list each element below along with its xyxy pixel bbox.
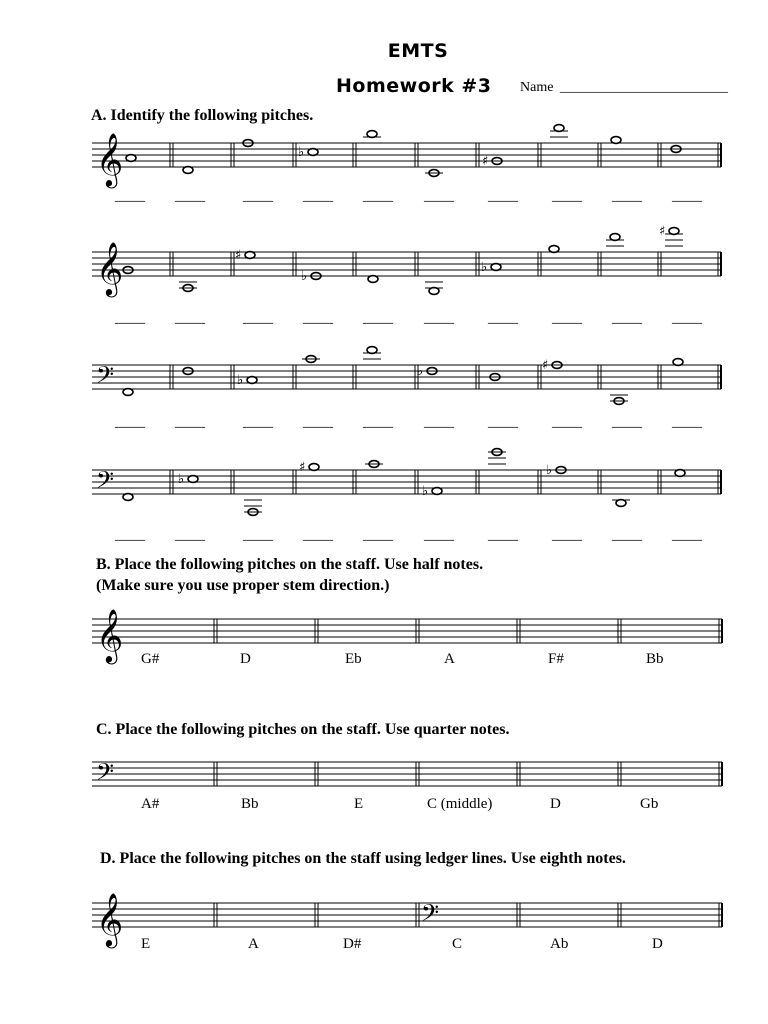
whole-note-icon [367,131,377,138]
section-a-staff [92,365,721,389]
answer-blank[interactable]: ____ [115,188,145,204]
whole-note-icon [123,494,133,501]
flat-icon: ♭ [301,269,308,284]
pitch-label: Gb [640,796,659,812]
treble-clef-icon: 𝄞 [96,132,124,186]
whole-note-icon [123,389,133,396]
answer-blank[interactable]: ____ [672,188,702,204]
flat-icon: ♭ [178,472,185,487]
flat-icon: ♭ [417,364,424,379]
answer-blank[interactable]: ____ [672,414,702,430]
page-subtitle: Homework #3 [336,75,492,97]
answer-blank[interactable]: ____ [424,188,454,204]
section-a-heading: A. Identify the following pitches. [91,107,314,124]
answer-blank[interactable]: ____ [115,310,145,326]
answer-blank[interactable]: ____ [488,414,518,430]
whole-note-icon [126,155,136,162]
section-b-staff [92,619,722,643]
whole-note-icon [188,476,198,483]
whole-note-icon [549,246,559,253]
pitch-label: A [444,651,455,667]
whole-note-icon [247,377,257,384]
pitch-label: E [141,936,151,952]
whole-note-icon [432,488,442,495]
answer-blank[interactable]: ____ [175,310,205,326]
whole-note-icon [491,264,501,271]
answer-blank[interactable]: ____ [488,310,518,326]
section-b-note: (Make sure you use proper stem direction.) [96,577,390,594]
whole-note-icon [554,125,564,132]
answer-blank[interactable]: ____ [303,527,333,543]
answer-blank[interactable]: ____ [552,527,582,543]
answer-blank[interactable]: ____ [552,414,582,430]
whole-note-icon [675,470,685,477]
section-a-staff [92,252,721,276]
pitch-label: C [452,936,463,952]
pitch-label: Ab [550,936,569,952]
section-a-staff [92,470,721,494]
pitch-label: G# [141,651,160,667]
answer-blank[interactable]: ____ [424,310,454,326]
answer-blank[interactable]: ____ [424,527,454,543]
sharp-icon: ♯ [542,358,549,373]
pitch-label: D# [343,936,362,952]
bass-clef-icon: 𝄢 [96,361,115,394]
sharp-icon: ♯ [299,460,306,475]
whole-note-icon [611,137,621,144]
whole-note-icon [308,149,318,156]
answer-blank[interactable]: ____ [672,527,702,543]
answer-blank[interactable]: ____ [612,527,642,543]
section-a-staff [92,143,721,167]
answer-blank[interactable]: ____ [488,188,518,204]
answer-blank[interactable]: ____ [115,527,145,543]
page-title: EMTS [387,40,449,62]
answer-blank[interactable]: ____ [175,414,205,430]
whole-note-icon [429,288,439,295]
answer-blank[interactable]: ____ [115,414,145,430]
answer-blank[interactable]: ____ [303,188,333,204]
flat-icon: ♭ [298,145,305,160]
answer-blank[interactable]: ____ [175,527,205,543]
answer-blank[interactable]: ____ [303,310,333,326]
pitch-label: Bb [646,651,664,667]
name-label: Name [520,80,554,95]
section-c-heading: C. Place the following pitches on the staff. Use quarter notes. [96,721,510,738]
sharp-icon: ♯ [235,248,242,263]
answer-blank[interactable]: ____ [672,310,702,326]
name-line: ________________________ [560,80,728,95]
answer-blank[interactable]: ____ [175,188,205,204]
whole-note-icon [673,359,683,366]
section-c-staff [92,762,722,786]
section-b-heading: B. Place the following pitches on the staff. Use half notes. [96,556,484,573]
answer-blank[interactable]: ____ [363,414,393,430]
pitch-label: A [248,936,259,952]
pitch-label: E [354,796,364,812]
flat-icon: ♭ [237,373,244,388]
whole-note-icon [309,464,319,471]
answer-blank[interactable]: ____ [363,188,393,204]
whole-note-icon [610,234,620,241]
pitch-label: D [550,796,561,812]
whole-note-icon [616,500,626,507]
treble-clef-icon: 𝄞 [96,241,124,295]
answer-blank[interactable]: ____ [363,527,393,543]
bass-clef-icon: 𝄢 [96,466,115,499]
pitch-label: D [240,651,251,667]
pitch-label: F# [548,651,564,667]
answer-blank[interactable]: ____ [488,527,518,543]
flat-icon: ♭ [546,463,553,478]
sharp-icon: ♯ [482,154,489,169]
pitch-label: D [652,936,663,952]
answer-blank[interactable]: ____ [243,527,273,543]
bass-clef-icon: 𝄢 [421,899,440,932]
whole-note-icon [367,347,377,354]
whole-note-icon [183,167,193,174]
pitch-label: A# [141,796,160,812]
answer-blank[interactable]: ____ [552,310,582,326]
answer-blank[interactable]: ____ [243,310,273,326]
answer-blank[interactable]: ____ [243,414,273,430]
section-d-staff [92,903,722,927]
flat-icon: ♭ [422,484,429,499]
answer-blank[interactable]: ____ [612,414,642,430]
answer-blank[interactable]: ____ [243,188,273,204]
whole-note-icon [669,228,679,235]
whole-note-icon [245,252,255,259]
pitch-label: C (middle) [427,796,493,812]
sharp-icon: ♯ [659,224,666,239]
treble-clef-icon: 𝄞 [96,608,124,662]
flat-icon: ♭ [481,260,488,275]
answer-blank[interactable]: ____ [612,310,642,326]
section-d-heading: D. Place the following pitches on the staff using ledger lines. Use eighth notes. [100,850,626,867]
answer-blank[interactable]: ____ [363,310,393,326]
answer-blank[interactable]: ____ [612,188,642,204]
pitch-label: Eb [345,651,362,667]
pitch-label: Bb [241,796,259,812]
answer-blank[interactable]: ____ [552,188,582,204]
bass-clef-icon: 𝄢 [96,758,115,791]
answer-blank[interactable]: ____ [303,414,333,430]
treble-clef-icon: 𝄞 [96,892,124,946]
answer-blank[interactable]: ____ [424,414,454,430]
whole-note-icon [368,276,378,283]
